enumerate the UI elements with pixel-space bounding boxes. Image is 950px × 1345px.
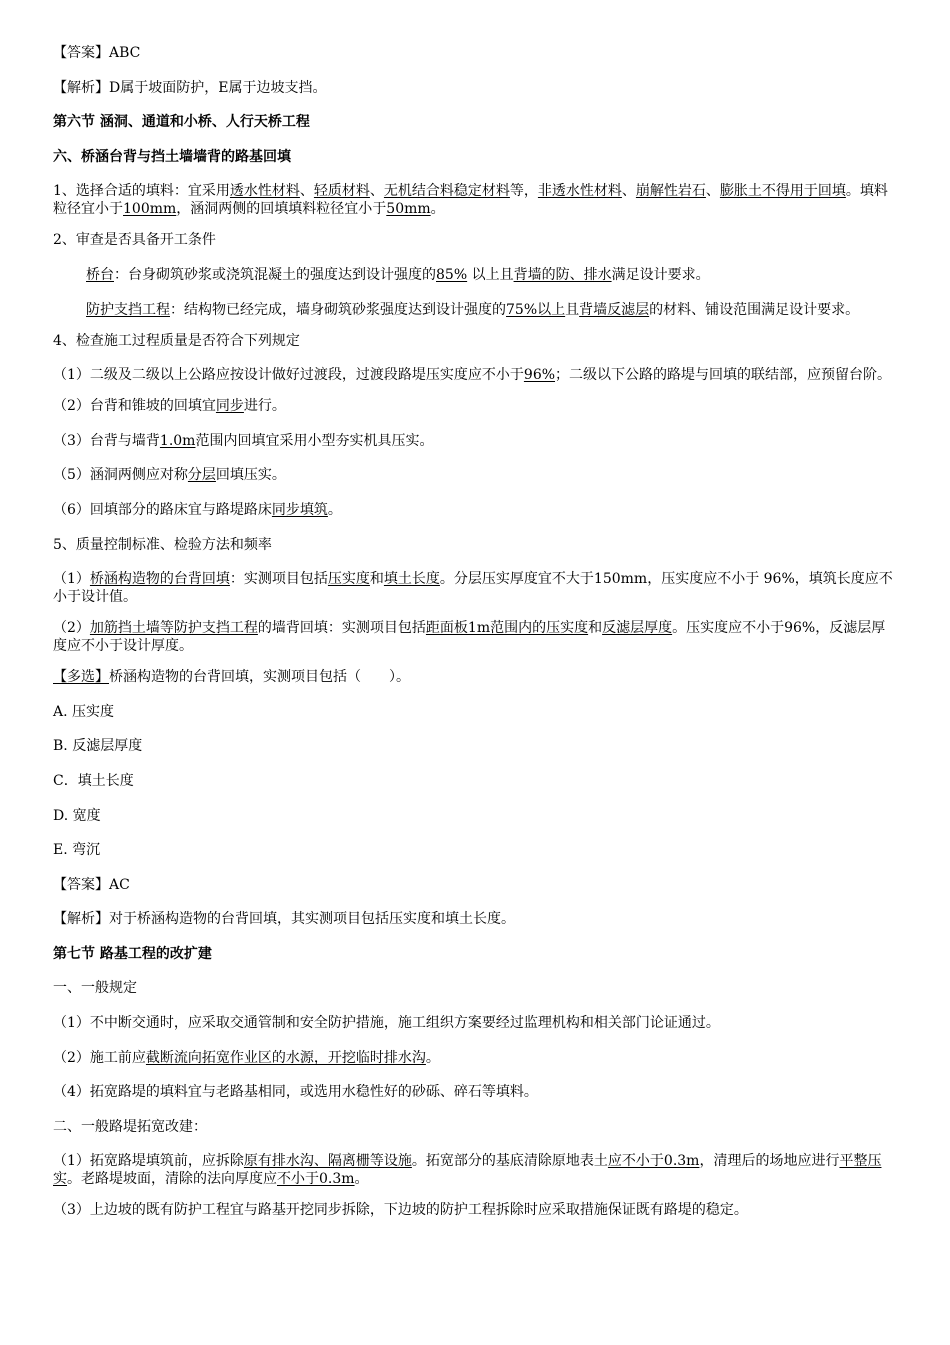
text: 和: [588, 620, 603, 637]
text: 。老路堤坡面，清除的法向厚度应: [67, 1171, 277, 1188]
subsection-heading-6: [53, 148, 898, 166]
underlined-term: 桥涵构造物的台背回填: [89, 571, 230, 588]
underlined-term: 不小于0.3m: [277, 1171, 355, 1188]
text: 1、选择合适的填料：宜采用: [53, 183, 230, 200]
text: 4、检查施工过程质量是否符合下列规定: [53, 332, 300, 349]
underlined-term: 非透水性材料: [537, 183, 622, 200]
question-tag: 【多选】: [53, 669, 109, 686]
text: （2）台背和锥坡的回填宜: [53, 398, 216, 415]
text: 。: [354, 1171, 369, 1188]
text: 。填料粒径宜小于: [53, 183, 888, 218]
list-item-2: [53, 397, 898, 415]
text: （1）: [53, 571, 90, 588]
text: （1）二级及二级以上公路应按设计做好过渡段，过渡段路堤压实度应不小于: [53, 367, 524, 384]
text: （2）施工前应: [53, 1049, 146, 1066]
paragraph-fill-material: [53, 182, 898, 218]
text: 【答案】ABC: [53, 45, 141, 61]
text: 六、桥涵台背与挡土墙墙背的路基回填: [53, 148, 291, 165]
text: C．填土长度: [53, 772, 134, 789]
underlined-term: 填土长度: [383, 571, 440, 588]
underlined-term: 100mm: [123, 201, 177, 218]
text: （3）上边坡的既有防护工程宜与路基开挖同步拆除，下边坡的防护工程拆除时应采取措施保证既有路堤的稳定。: [53, 1202, 748, 1219]
underlined-term: 分层: [187, 467, 216, 484]
underlined-term: 压实度: [327, 571, 370, 588]
answer-ac: [53, 876, 898, 894]
text: 。: [327, 501, 342, 518]
text: 、: [369, 183, 384, 200]
text: 。: [430, 201, 445, 218]
text: 5、质量控制标准、检验方法和频率: [53, 536, 272, 553]
option-a: [53, 703, 898, 721]
text: D. 宽度: [53, 807, 101, 824]
text: ：结构物已经完成，墙身砌筑砂浆强度达到设计强度的: [170, 301, 506, 318]
underlined-term: 平整压实: [53, 1153, 882, 1188]
text: 的墙背回填：实测项目包括: [257, 620, 426, 637]
underlined-term: 加筋挡土墙等防护支挡工程: [89, 620, 258, 637]
general-item-2: [53, 1049, 898, 1067]
underlined-term: 1.0m: [159, 432, 196, 449]
text: 且: [565, 301, 580, 318]
text: 回填压实。: [215, 467, 286, 484]
underlined-term: 应不小于0.3m: [607, 1153, 700, 1170]
underlined-term: 截断流向拓宽作业区的水源，开挖临时排水沟: [145, 1049, 426, 1066]
text: ；二级以下公路的路堤与回填的联结部，应预留台阶。: [555, 367, 892, 384]
text: 【答案】AC: [53, 876, 130, 893]
text: ，清理后的场地应进行: [699, 1153, 840, 1170]
text: （6）回填部分的路床宜与路堤路床: [53, 501, 272, 518]
text: 、: [299, 183, 314, 200]
text: B. 反滤层厚度: [53, 738, 143, 755]
underlined-term: 轻质材料: [313, 183, 370, 200]
text: 【解析】D属于坡面防护，E属于边坡支挡。: [53, 79, 327, 96]
text: 2、审查是否具备开工条件: [53, 232, 216, 249]
underlined-term: 膨胀土不得用于回填: [719, 183, 846, 200]
underlined-term: 85%: [436, 266, 468, 283]
paragraph-start-conditions: [53, 231, 898, 249]
quality-item-2: [53, 619, 898, 655]
underlined-term: 防护支挡工程: [86, 301, 170, 318]
widening-item-1: [53, 1152, 898, 1188]
text: （2）: [53, 620, 90, 637]
text: 满足设计要求。: [611, 266, 710, 283]
text: （1）不中断交通时，应采取交通管制和安全防护措施，施工组织方案要经过监理机构和相关部门论证通过。: [53, 1015, 720, 1032]
underlined-term: 同步填筑: [271, 501, 328, 518]
text: （4）拓宽路堤的填料宜与老路基相同，或选用水稳性好的砂砾、碎石等填料。: [53, 1084, 538, 1101]
question-multi-select: [53, 668, 898, 686]
underlined-term: 崩解性岩石: [635, 183, 706, 200]
text: 进行。: [243, 398, 286, 415]
option-b: [53, 737, 898, 755]
text: 二、一般路堤拓宽改建：: [53, 1118, 207, 1135]
text: ：实测项目包括: [229, 571, 328, 588]
underlined-term: 透水性材料: [229, 183, 300, 200]
paragraph-quality-standard: [53, 536, 898, 554]
underlined-term: 背墙反滤层: [579, 301, 650, 318]
underlined-term: 反滤层厚度: [602, 620, 673, 637]
text: ：台身砌筑砂浆或浇筑混凝土的强度达到设计强度的: [114, 266, 436, 283]
underlined-term: 无机结合料稳定材料: [383, 183, 510, 200]
text: 的材料、铺设范围满足设计要求。: [649, 301, 860, 318]
underlined-term: 75%以上: [506, 301, 566, 318]
underlined-term: 距面板1m范围内的压实度: [425, 620, 589, 637]
text: A. 压实度: [53, 703, 115, 720]
analysis-2: [53, 910, 898, 928]
text: 、: [621, 183, 636, 200]
paragraph-check-quality: [53, 332, 898, 350]
text: 。: [425, 1049, 440, 1066]
section-heading-7: [53, 945, 898, 963]
document-page: [53, 44, 898, 1236]
text: 【解析】对于桥涵构造物的台背回填，其实测项目包括压实度和填土长度。: [53, 911, 515, 928]
option-e: [53, 841, 898, 859]
section-heading-6: [53, 113, 898, 131]
text: 等，: [509, 183, 538, 200]
list-item-1: [53, 366, 898, 384]
paragraph-retaining-works: [53, 301, 898, 319]
underlined-term: 同步: [215, 398, 244, 415]
text: 。压实度应不小于96%，反滤层厚度应不小于设计厚度。: [53, 620, 886, 655]
text: 以上且: [467, 266, 514, 283]
widening-item-3: [53, 1201, 898, 1219]
option-d: [53, 807, 898, 825]
text: 、: [705, 183, 720, 200]
paragraph-abutment: [53, 266, 898, 284]
option-c: [53, 772, 898, 790]
text: 范围内回填宜采用小型夯实机具压实。: [195, 432, 434, 449]
text: 第六节 涵洞、通道和小桥、人行天桥工程: [53, 114, 310, 131]
underlined-term: 原有排水沟、隔离栅等设施: [243, 1153, 412, 1170]
analysis-1: [53, 79, 898, 97]
subsection-widening: [53, 1118, 898, 1136]
list-item-3: [53, 432, 898, 450]
text: E. 弯沉: [53, 842, 101, 859]
text: （3）台背与墙背: [53, 432, 160, 449]
text: 。分层压实厚度宜不大于150mm，压实度应不小于 96%，填筑长度应不小于设计值。: [53, 571, 893, 606]
list-item-5: [53, 466, 898, 484]
text: 一、一般规定: [53, 980, 137, 997]
text: （5）涵洞两侧应对称: [53, 467, 188, 484]
general-item-1: [53, 1014, 898, 1032]
answer-abc: [53, 44, 898, 62]
text: 和: [369, 571, 384, 588]
general-item-4: [53, 1083, 898, 1101]
underlined-term: 背墙的防、排水: [513, 266, 612, 283]
list-item-6: [53, 501, 898, 519]
text: 第七节 路基工程的改扩建: [53, 945, 212, 962]
underlined-term: 96%: [523, 367, 556, 384]
underlined-term: 50mm: [386, 201, 431, 218]
underlined-term: 桥台: [86, 266, 114, 283]
text: ，涵洞两侧的回填填料粒径宜小于: [176, 201, 387, 218]
subsection-general: [53, 979, 898, 997]
text: 桥涵构造物的台背回填，实测项目包括（ ）。: [109, 669, 410, 686]
quality-item-1: [53, 570, 898, 606]
text: 。拓宽部分的基底清除原地表土: [411, 1153, 608, 1170]
text: （1）拓宽路堤填筑前，应拆除: [53, 1153, 244, 1170]
